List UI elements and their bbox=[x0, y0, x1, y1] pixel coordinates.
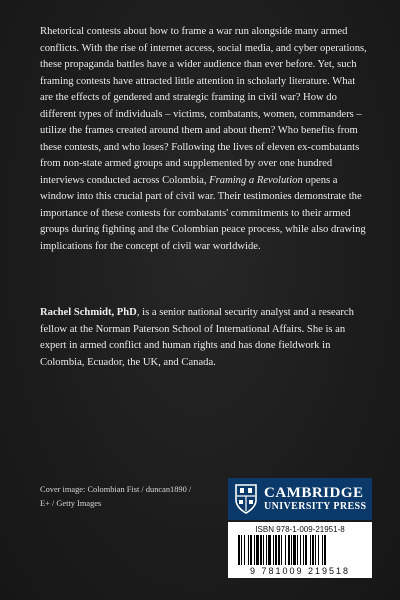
publisher-press: UNIVERSITY PRESS bbox=[264, 501, 367, 512]
barcode-bar bbox=[300, 535, 301, 565]
barcode-digits: 9 781009 219518 bbox=[249, 566, 351, 576]
barcode-bar bbox=[273, 535, 274, 565]
isbn-label: ISBN 978-1-009-21951-8 bbox=[255, 525, 345, 534]
barcode-bar bbox=[303, 535, 304, 565]
barcode-bar bbox=[291, 535, 292, 565]
author-bio bbox=[40, 305, 370, 371]
barcode-bar bbox=[318, 535, 319, 565]
barcode-bar bbox=[305, 535, 307, 565]
barcode-bar bbox=[324, 535, 326, 565]
cover-image-credit bbox=[40, 483, 215, 511]
barcode-bar bbox=[244, 535, 245, 565]
author-name: Rachel Schmidt, PhD bbox=[40, 307, 137, 318]
barcode-bar bbox=[275, 535, 277, 565]
barcode-bar bbox=[322, 535, 323, 565]
barcode-bar bbox=[250, 535, 252, 565]
barcode-bar bbox=[268, 535, 271, 565]
barcode-bars bbox=[238, 535, 362, 565]
barcode-bar bbox=[238, 535, 240, 565]
book-title: Framing a Revolution bbox=[209, 174, 303, 186]
credit-line-1: Cover image: Colombian Fist / duncan1890 / bbox=[40, 485, 192, 494]
publisher-logo bbox=[228, 478, 372, 520]
blurb-text-end: opens a window into this crucial part of civil war. Their testimonies demonstrate the importance of these contests for combatants' commitments to their armed groups during fighting and the Colombian peace process, while also drawing implications for the concept of civil war worldwide. bbox=[40, 174, 366, 252]
barcode-bar bbox=[256, 535, 259, 565]
cambridge-shield-icon bbox=[234, 483, 258, 515]
barcode-bar bbox=[241, 535, 242, 565]
barcode-bar bbox=[260, 535, 262, 565]
barcode-bar bbox=[315, 535, 316, 565]
blurb-paragraph bbox=[40, 24, 370, 255]
barcode-panel bbox=[228, 522, 372, 578]
barcode-bar bbox=[266, 535, 267, 565]
barcode-bar bbox=[293, 535, 296, 565]
barcode-bar bbox=[297, 535, 298, 565]
barcode-bar bbox=[288, 535, 290, 565]
credit-line-2: E+ / Getty Images bbox=[40, 499, 102, 508]
barcode-bar bbox=[263, 535, 264, 565]
barcode-bar bbox=[310, 535, 311, 565]
barcode-bar bbox=[285, 535, 286, 565]
publisher-name: CAMBRIDGE bbox=[264, 485, 364, 501]
author-bio-text: , is a senior national security analyst and a research fellow at the Norman Paterson School of International Affairs. She is an expert in armed conflict and human rights and has done fieldwork in Colombia, Ecuador, the UK, and Canada. bbox=[40, 307, 354, 368]
barcode-bar bbox=[281, 535, 282, 565]
barcode-bar bbox=[254, 535, 255, 565]
barcode-bar bbox=[312, 535, 314, 565]
barcode-bar bbox=[278, 535, 280, 565]
barcode-bar bbox=[248, 535, 249, 565]
blurb-text-start: Rhetorical contests about how to frame a war run alongside many armed conflicts. With the rise of internet access, social media, and cyber operations, these propaganda battles have a wider audience than ever before. Yet, such framing contests have attracted little attention in scholarly literature. What are the effects of gendered and strategic framing in civil war? How do different types of individuals – victims, combatants, women, commanders – utilize the frames created around them and about them? Who benefits from these contests, and who loses? Following the lives of eleven ex-combatants from non-state armed groups and supplemented by over one hundred interviews conducted across Colombia, bbox=[40, 26, 367, 186]
